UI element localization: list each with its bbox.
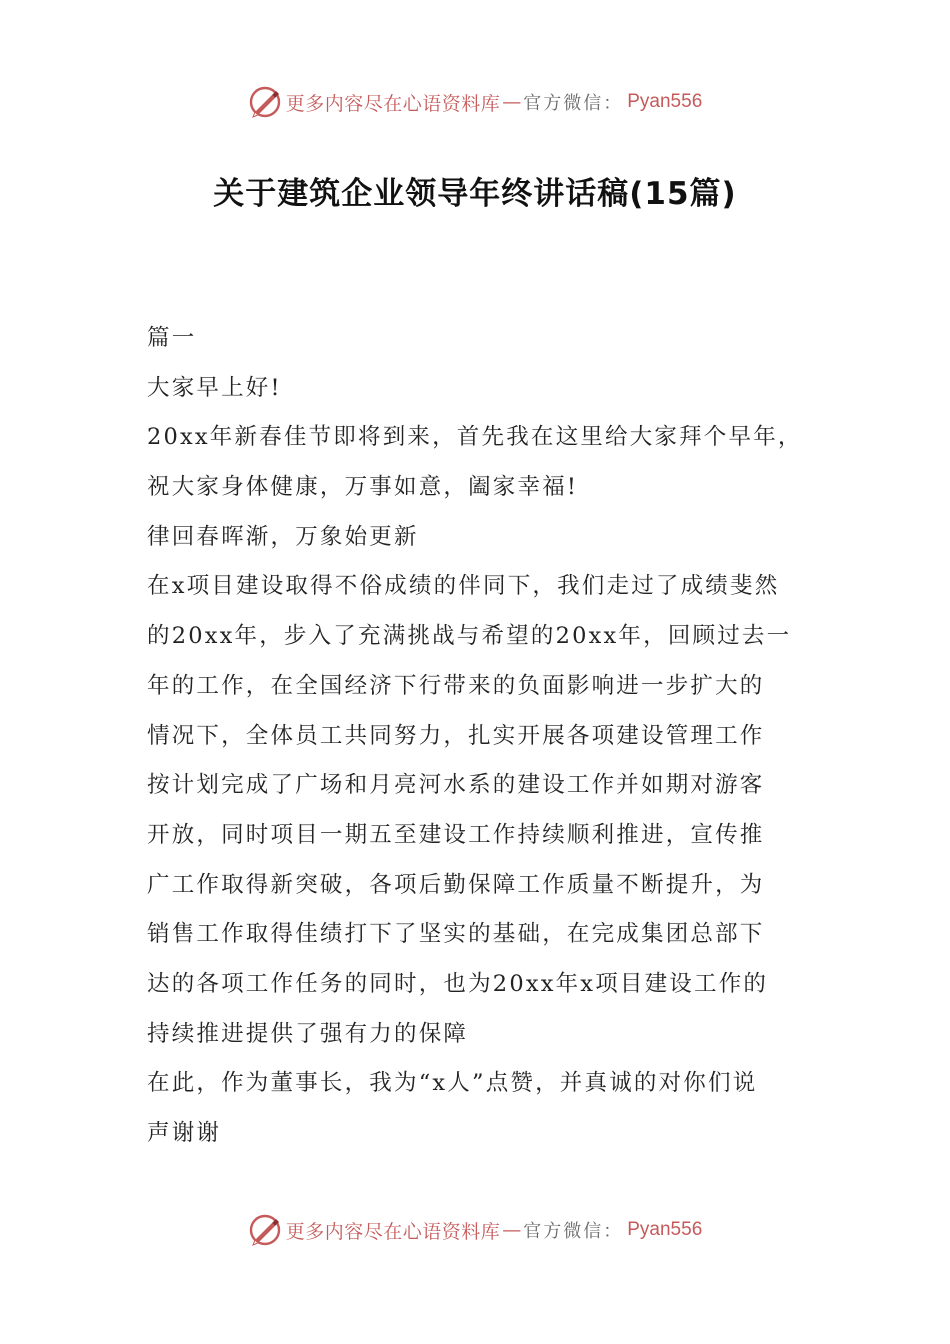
- body-line: 律回春晖渐，万象始更新: [147, 523, 419, 550]
- body-line: 年的工作，在全国经济下行带来的负面影响进一步扩大的: [147, 672, 765, 699]
- document-title: 关于建筑企业领导年终讲话稿(15篇): [213, 176, 737, 212]
- body-line: 情况下，全体员工共同努力，扎实开展各项建设管理工作: [147, 722, 765, 749]
- banner-brand-text: 更多内容尽在心语资料库: [285, 1220, 501, 1243]
- banner-dash: —: [502, 91, 522, 113]
- banner-wechat-id: Pyan556: [627, 1219, 703, 1240]
- body-line: 达的各项工作任务的同时，也为20xx年x项目建设工作的: [147, 970, 769, 997]
- body-line: 广工作取得新突破，各项后勤保障工作质量不断提升，为: [147, 871, 765, 898]
- banner-brand-text: 更多内容尽在心语资料库: [285, 92, 501, 115]
- body-line: 篇一: [147, 325, 197, 351]
- document-body: [147, 314, 812, 1159]
- body-line: 声谢谢: [147, 1120, 222, 1146]
- body-line: 开放，同时项目一期五至建设工作持续顺利推进，宣传推: [147, 821, 765, 848]
- banner-dash: —: [502, 1219, 522, 1241]
- body-line: 大家早上好!: [147, 374, 282, 401]
- body-line: 销售工作取得佳绩打下了坚实的基础，在完成集团总部下: [147, 921, 765, 948]
- header-banner: [0, 82, 950, 122]
- banner-wechat-label: 官方微信：: [523, 1221, 624, 1242]
- body-line: 按计划完成了广场和月亮河水系的建设工作并如期对游客: [147, 772, 765, 799]
- body-line: 持续推进提供了强有力的保障: [147, 1020, 469, 1047]
- pen-logo-icon: [248, 1213, 282, 1247]
- footer-banner: [0, 1210, 950, 1250]
- banner-wechat-id: Pyan556: [627, 91, 703, 112]
- body-line: 20xx年新春佳节即将到来，首先我在这里给大家拜个早年，: [147, 424, 803, 451]
- body-line: 祝大家身体健康，万事如意，阖家幸福!: [147, 474, 579, 501]
- pen-logo-icon: [248, 85, 282, 119]
- body-line: 的20xx年，步入了充满挑战与希望的20xx年，回顾过去一: [147, 623, 792, 650]
- body-line: 在x项目建设取得不俗成绩的伴同下，我们走过了成绩斐然: [147, 573, 780, 600]
- body-line: 在此，作为董事长，我为“x人”点赞，并真诚的对你们说: [147, 1070, 758, 1097]
- banner-wechat-label: 官方微信：: [523, 93, 624, 114]
